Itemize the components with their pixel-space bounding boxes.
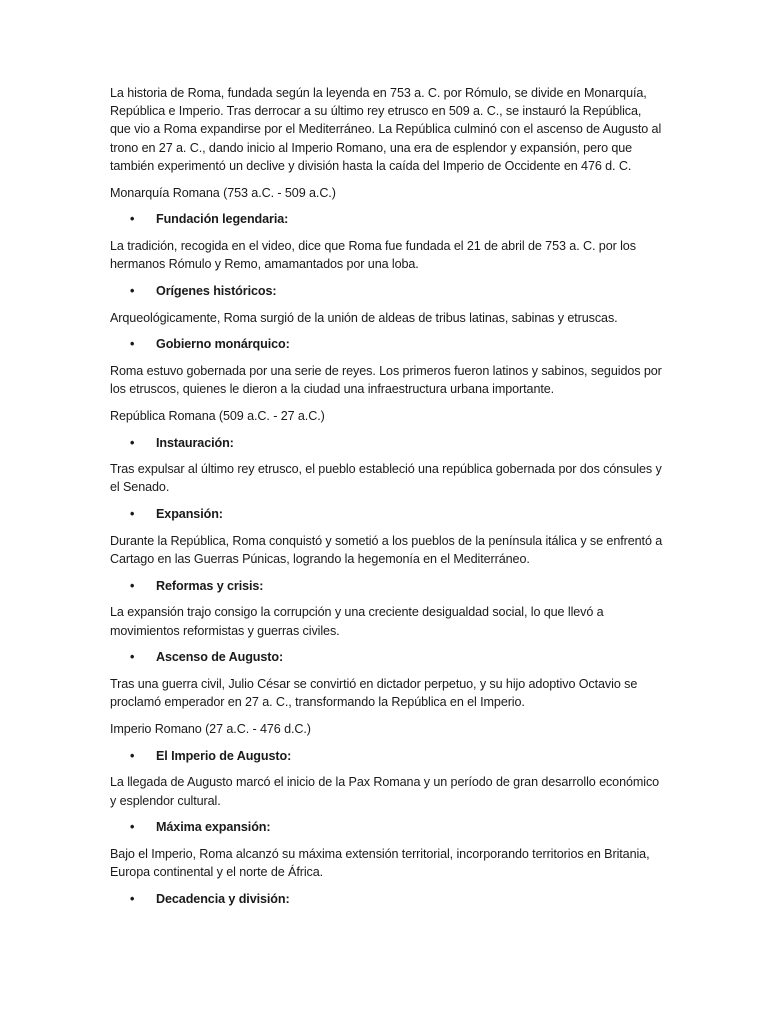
bullet-icon: •	[130, 650, 135, 665]
bullet-heading: Fundación legendaria:	[156, 212, 289, 227]
bullet-item	[110, 747, 665, 765]
bullet-heading: Instauración:	[156, 435, 234, 450]
bullet-icon: •	[130, 748, 135, 763]
bullet-heading: Máxima expansión:	[156, 820, 271, 835]
bullet-icon: •	[130, 820, 135, 835]
bullet-paragraph: La expansión trajo consigo la corrupción y una creciente desigualdad social, lo que llevó a movimientos reformistas y guerras civiles.	[110, 605, 604, 638]
bullet-icon: •	[130, 212, 135, 227]
bullet-heading: Decadencia y división:	[156, 891, 290, 906]
bullet-icon: •	[130, 891, 135, 906]
bullet-paragraph: Durante la República, Roma conquistó y sometió a los pueblos de la península itálica y se enfrentó a Cartago en las Guerras Púnicas, logrando la hegemonía en el Mediterráneo.	[110, 533, 663, 567]
bullet-heading: El Imperio de Augusto:	[156, 748, 292, 763]
bullet-item	[110, 335, 665, 353]
bullet-icon: •	[130, 435, 135, 450]
bullet-paragraph: La tradición, recogida en el video, dice que Roma fue fundada el 21 de abril de 753 a. C. por los hermanos Rómulo y Remo, amamantados por una loba.	[110, 238, 636, 272]
bullet-item	[110, 818, 665, 836]
bullet-item	[110, 890, 665, 908]
bullet-heading: Ascenso de Augusto:	[156, 650, 284, 665]
bullet-heading: Reformas y crisis:	[156, 578, 264, 593]
bullet-item	[110, 282, 665, 300]
bullet-item	[110, 434, 665, 452]
bullet-paragraph: Tras expulsar al último rey etrusco, el pueblo estableció una república gobernada por dos cónsules y el Senado.	[110, 462, 662, 495]
bullet-paragraph: Arqueológicamente, Roma surgió de la unión de aldeas de tribus latinas, sabinas y etruscas.	[110, 310, 618, 325]
bullet-item	[110, 577, 665, 595]
document-page	[110, 84, 665, 917]
bullet-heading: Orígenes históricos:	[156, 283, 277, 298]
section-title-imperio: Imperio Romano (27 a.C. - 476 d.C.)	[110, 721, 311, 736]
bullet-heading: Gobierno monárquico:	[156, 337, 290, 352]
bullet-paragraph: Tras una guerra civil, Julio César se convirtió en dictador perpetuo, y su hijo adoptivo Octavio se proclamó emperador en 27 a. C., transformando la República en el Imperio.	[110, 677, 638, 710]
bullet-icon: •	[130, 507, 135, 522]
bullet-paragraph: Roma estuvo gobernada por una serie de reyes. Los primeros fueron latinos y sabinos, seguidos por los etruscos, quienes le dieron a la ciudad una infraestructura urbana importante.	[110, 363, 662, 397]
section-title-republica: República Romana (509 a.C. - 27 a.C.)	[110, 408, 325, 423]
bullet-icon: •	[130, 578, 135, 593]
bullet-item	[110, 648, 665, 666]
bullet-paragraph: La llegada de Augusto marcó el inicio de la Pax Romana y un período de gran desarrollo económico y esplendor cultural.	[110, 775, 660, 808]
section-title-monarquia: Monarquía Romana (753 a.C. - 509 a.C.)	[110, 185, 336, 200]
bullet-heading: Expansión:	[156, 507, 223, 522]
bullet-paragraph: Bajo el Imperio, Roma alcanzó su máxima extensión territorial, incorporando territorios en Britania, Europa continental y el norte de África.	[110, 847, 650, 880]
bullet-item	[110, 505, 665, 523]
bullet-item	[110, 210, 665, 228]
intro-paragraph: La historia de Roma, fundada según la leyenda en 753 a. C. por Rómulo, se divide en Monarquía, República e Imperio. Tras derrocar a su último rey etrusco en 509 a. C., se instauró la República, que vio a Roma expandirse por el Mediterráneo. La República culminó con el ascenso de Augusto al trono en 27 a. C., dando inicio al Imperio Romano, una era de esplendor y expansión, pero que también experimentó un declive y división hasta la caída del Imperio de Occidente en 476 d. C.	[110, 86, 662, 173]
bullet-icon: •	[130, 283, 135, 298]
bullet-icon: •	[130, 337, 135, 352]
